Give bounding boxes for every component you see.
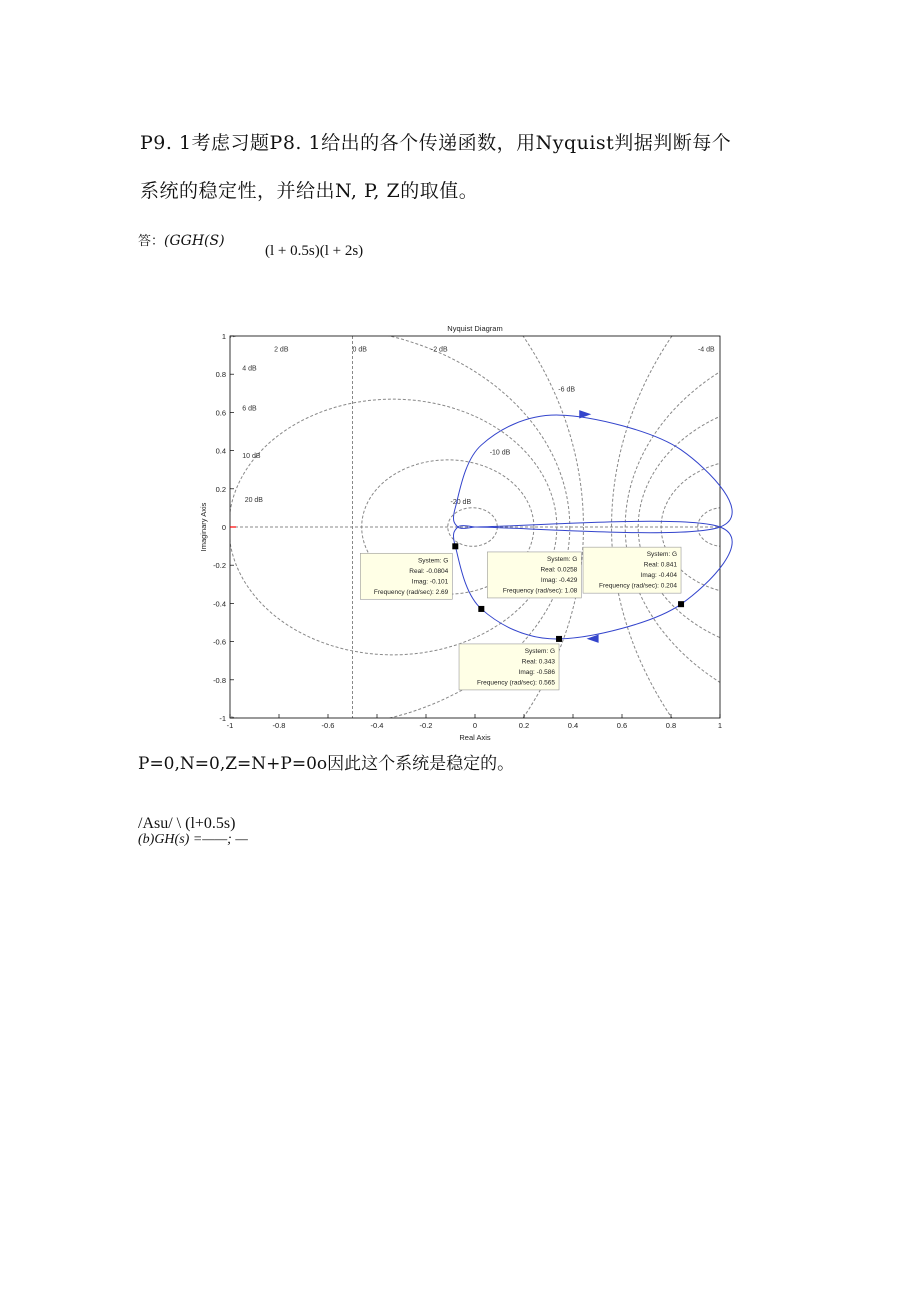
grid-label: -2 dB [430, 346, 448, 354]
answer-denominator: (l + 0.5s)(l + 2s) [265, 243, 364, 259]
grid-label: 2 dB [274, 346, 289, 354]
question-line-1: P9. 1考虑习题P8. 1给出的各个传递函数，用Nyquist判据判断每个 [140, 132, 732, 154]
nyquist-diagram [195, 318, 735, 748]
y-tick-label: 0 [221, 523, 226, 532]
datatip-line: System: G [417, 557, 449, 565]
datatip-marker [478, 606, 484, 612]
answer-function: (GGH(S) [164, 233, 225, 249]
datatip-line: Frequency (rad/sec): 2.69 [373, 588, 449, 596]
datatip-line: Imag: -0.404 [640, 572, 678, 580]
x-tick-label: -0.4 [370, 721, 384, 730]
grid-label: -6 dB [558, 386, 576, 394]
datatip-line: Frequency (rad/sec): 1.08 [502, 587, 578, 595]
y-tick-label: 0.4 [215, 446, 226, 456]
grid-label: -10 dB [489, 449, 511, 457]
y-tick-label: -1 [219, 714, 226, 723]
y-axis-label: Imaginary Axis [199, 502, 208, 552]
datatip-marker [556, 636, 562, 642]
x-tick-label: 1 [717, 721, 723, 730]
x-axis-label: Real Axis [459, 733, 491, 742]
grid-label: -4 dB [697, 346, 715, 354]
y-tick-label: 1 [221, 332, 226, 341]
datatip-line: Imag: -0.586 [518, 668, 556, 676]
x-tick-label: -1 [226, 721, 234, 730]
y-tick-label: -0.8 [213, 675, 226, 685]
x-tick-label: 0.8 [665, 721, 677, 730]
y-tick-label: -0.4 [213, 599, 226, 609]
x-tick-label: 0.4 [567, 721, 579, 730]
y-tick-label: 0.8 [215, 370, 226, 380]
datatip-line: System: G [646, 551, 678, 559]
datatip-line: Real: 0.841 [643, 561, 678, 569]
datatip-line: Imag: -0.429 [540, 576, 578, 584]
y-tick-label: -0.6 [213, 637, 226, 647]
result-text: P=0,N=0,Z=N+P=0o因此这个系统是稳定的。 [138, 754, 515, 774]
grid-label: -20 dB [450, 499, 472, 507]
x-tick-label: -0.2 [419, 721, 433, 730]
datatip-line: Real: 0.0258 [540, 566, 578, 574]
answer-line [138, 230, 225, 249]
datatip-marker [452, 543, 458, 549]
chart-title: Nyquist Diagram [447, 324, 503, 333]
x-tick-label: 0.2 [518, 721, 530, 730]
y-tick-label: 0.6 [215, 408, 226, 418]
x-tick-label: -0.6 [321, 721, 335, 730]
grid-label: 6 dB [242, 405, 257, 413]
grid-label: 10 dB [242, 453, 261, 461]
datatip-line: Imag: -0.101 [411, 578, 449, 586]
part-b-line-2: (b)GH(s) =——; — [138, 832, 248, 847]
grid-label: 20 dB [244, 497, 263, 505]
part-b-line-1: /Asu/ \ (l+0.5s) [138, 815, 236, 832]
x-tick-label: 0.6 [616, 721, 628, 730]
question-line-2: 系统的稳定性，并给出N, P, Z的取值。 [140, 180, 479, 202]
y-tick-label: -0.2 [213, 561, 226, 571]
grid-label: 4 dB [242, 365, 257, 373]
datatip-marker [678, 601, 684, 607]
datatip-line: Frequency (rad/sec): 0.204 [598, 582, 678, 590]
grid-label: 0 dB [352, 346, 367, 354]
x-tick-label: -0.8 [272, 721, 286, 730]
x-tick-label: 0 [472, 721, 478, 730]
datatip-line: Real: 0.343 [521, 658, 556, 666]
y-tick-label: 0.2 [215, 484, 226, 494]
datatip-line: Frequency (rad/sec): 0.565 [476, 679, 556, 687]
datatip-line: System: G [524, 647, 556, 655]
datatip-line: System: G [546, 555, 578, 563]
datatip-line: Real: -0.0804 [409, 567, 449, 575]
answer-label: 答： [138, 234, 165, 249]
